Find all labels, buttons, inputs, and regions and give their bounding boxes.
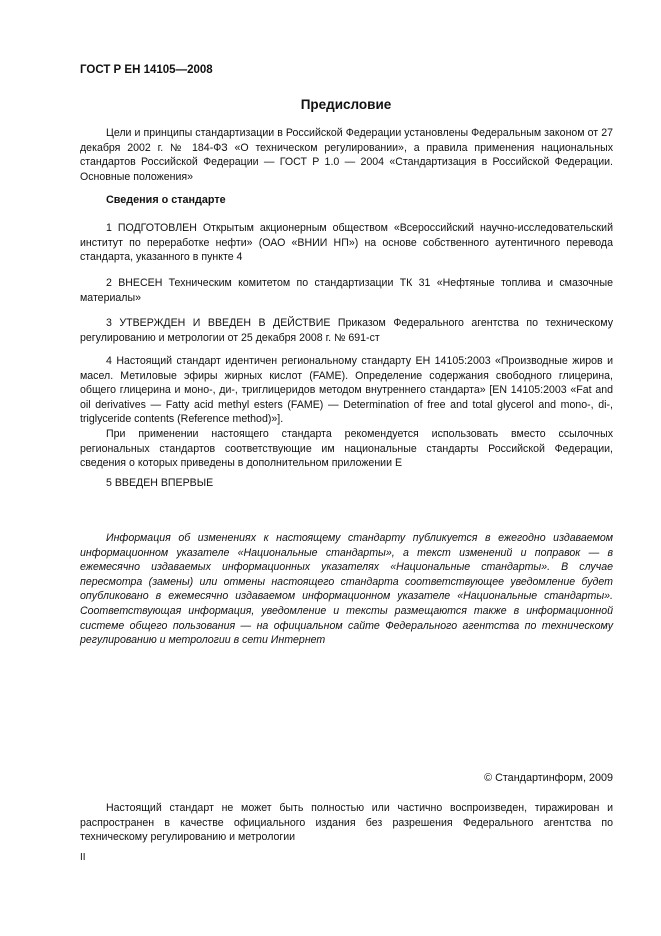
page-number: II xyxy=(80,852,86,863)
item-2-paragraph: 2 ВНЕСЕН Техническим комитетом по стандартизации ТК 31 «Нефтяные топлива и смазочные материалы» xyxy=(80,277,613,304)
page-title: Предисловие xyxy=(300,97,392,112)
item-1-block xyxy=(80,221,613,265)
reproduction-notice-block xyxy=(80,801,613,845)
reproduction-notice-paragraph: Настоящий стандарт не может быть полностью или частично воспроизведен, тиражирован и распространен в качестве официального издания без разрешения Федерального агентства по техническому регулированию и метрологии xyxy=(80,802,613,844)
item-3-block xyxy=(80,316,613,345)
item-4-block xyxy=(80,354,613,471)
standard-info-heading: Сведения о стандарте xyxy=(106,194,226,206)
item-1-paragraph: 1 ПОДГОТОВЛЕН Открытым акционерным обществом «Всероссийский научно-исследовательский институт по переработке нефти» (ОАО «ВНИИ НП») на основе собственного аутентичного перевода стандарта, указанного в пункте 4 xyxy=(80,222,613,264)
item-5-block xyxy=(80,476,613,491)
item-2-block xyxy=(80,276,613,305)
changes-notice-block xyxy=(80,531,613,648)
item-4-note-paragraph: При применении настоящего стандарта рекомендуется использовать вместо ссылочных региональных стандартов соответствующие им национальные стандарты Российской Федерации, сведения о которых приведены в дополнительном приложении Е xyxy=(80,427,613,470)
item-4-paragraph: 4 Настоящий стандарт идентичен региональному стандарту ЕН 14105:2003 «Производные жиров и масел. Метиловые эфиры жирных кислот (FAME). Определение содержания свободного глицерина, общего глицерина и моно-, ди-, триглицеридов методом внутреннего стандарта» [EN 14105:2003 «Fat and oil derivatives — Fatty acid methyl esters (FAME) — Determination of free and total glycerol and mono-, di-, triglyceride contents (Reference method)»]. xyxy=(80,355,613,426)
intro-paragraph-block xyxy=(80,126,613,184)
item-3-paragraph: 3 УТВЕРЖДЕН И ВВЕДЕН В ДЕЙСТВИЕ Приказом Федерального агентства по техническому регулированию и метрологии от 25 декабря 2008 г. № 691-ст xyxy=(80,317,613,344)
item-5-paragraph: 5 ВВЕДЕН ВПЕРВЫЕ xyxy=(106,477,214,489)
copyright-notice: © Стандартинформ, 2009 xyxy=(484,772,613,784)
document-code-header: ГОСТ Р ЕН 14105—2008 xyxy=(80,64,213,76)
changes-notice-paragraph: Информация об изменениях к настоящему стандарту публикуется в ежегодно издаваемом информационном указателе «Национальные стандарты», а текст изменений и поправок — в ежемесячно издаваемых информационных указателях «Национальные стандарты». В случае пересмотра (замены) или отмены настоящего стандарта соответствующее уведомление будет опубликовано в ежемесячно издаваемом информационном указателе «Национальные стандарты». Соответствующая информация, уведомление и тексты размещаются также в информационной системе общего пользования — на официальном сайте Федерального агентства по техническому регулированию и метрологии в сети Интернет xyxy=(80,532,613,647)
intro-paragraph: Цели и принципы стандартизации в Российской Федерации установлены Федеральным законом от 27 декабря 2002 г. № 184-ФЗ «О техническом регулировании», а правила применения национальных стандартов Российской Федерации — ГОСТ Р 1.0 — 2004 «Стандартизация в Российской Федерации. Основные положения» xyxy=(80,127,613,183)
